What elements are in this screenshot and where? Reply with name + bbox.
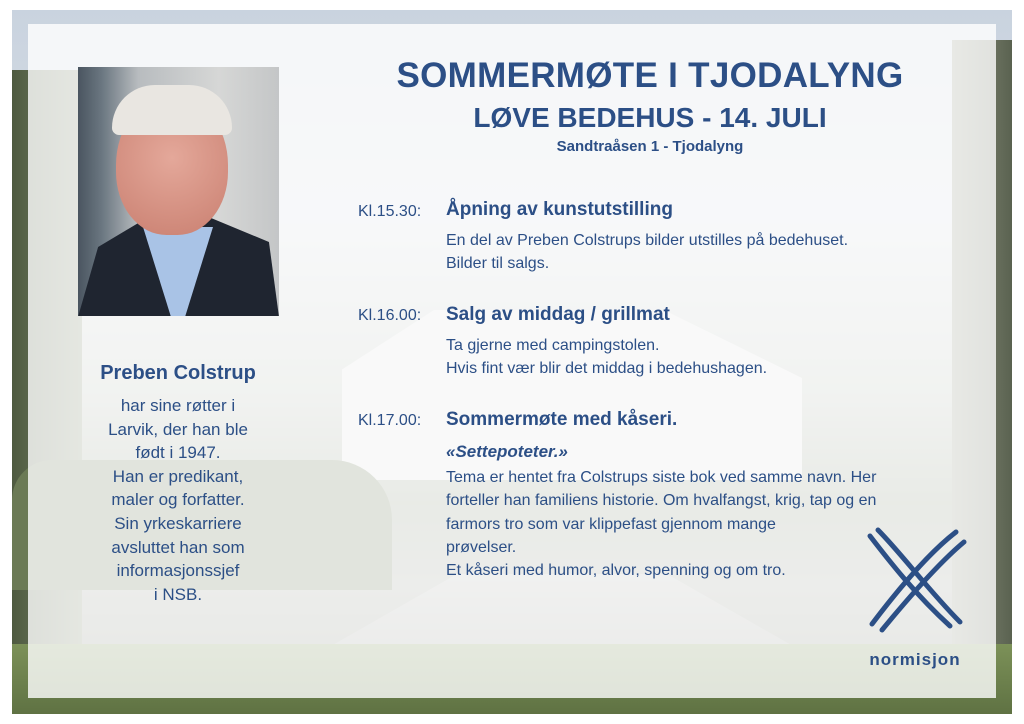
page-title: SOMMERMØTE I TJODALYNG: [396, 56, 904, 95]
speaker-portrait: [78, 67, 279, 316]
event-line: farmors tro som var klippefast gjennom mange: [446, 515, 776, 533]
speaker-bio: [58, 394, 298, 606]
event-line: Bilder til salgs.: [446, 255, 550, 273]
bio-line: informasjonssjef: [116, 561, 240, 581]
event-line: forteller han familiens historie. Om hvalfangst, krig, tap og en: [446, 492, 877, 510]
venue-address: Sandtraåsen 1 - Tjodalyng: [556, 138, 744, 155]
event-title: Åpning av kunstutstilling: [446, 199, 673, 220]
bio-line: Larvik, der han ble: [108, 419, 248, 439]
event-line: En del av Preben Colstrups bilder utstilles på bedehuset.: [446, 232, 849, 249]
event-time: Kl.15.30:: [358, 203, 422, 220]
event-description: [446, 229, 956, 276]
event-time: Kl.17.00:: [358, 412, 422, 429]
bio-line: avsluttet han som: [111, 537, 245, 557]
normisjon-logo-icon: [860, 522, 970, 634]
bio-line: Sin yrkeskarriere: [114, 513, 242, 533]
event-title: Salg av middag / grillmat: [446, 304, 670, 325]
bio-line: maler og forfatter.: [111, 490, 245, 510]
event-description: [446, 334, 956, 381]
event-line: Ta gjerne med campingstolen.: [446, 337, 660, 354]
event-subtitle: «Settepoteter.»: [446, 442, 568, 461]
event-time: Kl.16.00:: [358, 307, 422, 324]
event-line: prøvelser.: [446, 538, 517, 556]
event-line: Hvis fint vær blir det middag i bedehushagen.: [446, 360, 768, 378]
bio-line: i NSB.: [153, 584, 203, 604]
bio-line: har sine røtter i: [120, 396, 236, 415]
page-subtitle: LØVE BEDEHUS - 14. JULI: [473, 102, 827, 133]
bio-line: Han er predikant,: [112, 466, 244, 486]
event-title: Sommermøte med kåseri.: [446, 409, 678, 430]
speaker-name: Preben Colstrup: [100, 362, 256, 384]
bio-line: født i 1947.: [135, 443, 221, 463]
normisjon-logo-text: normisjon: [869, 650, 961, 669]
event-line: Tema er hentet fra Colstrups siste bok ved samme navn. Her: [446, 469, 877, 486]
event-line: Et kåseri med humor, alvor, spenning og om tro.: [446, 562, 786, 580]
